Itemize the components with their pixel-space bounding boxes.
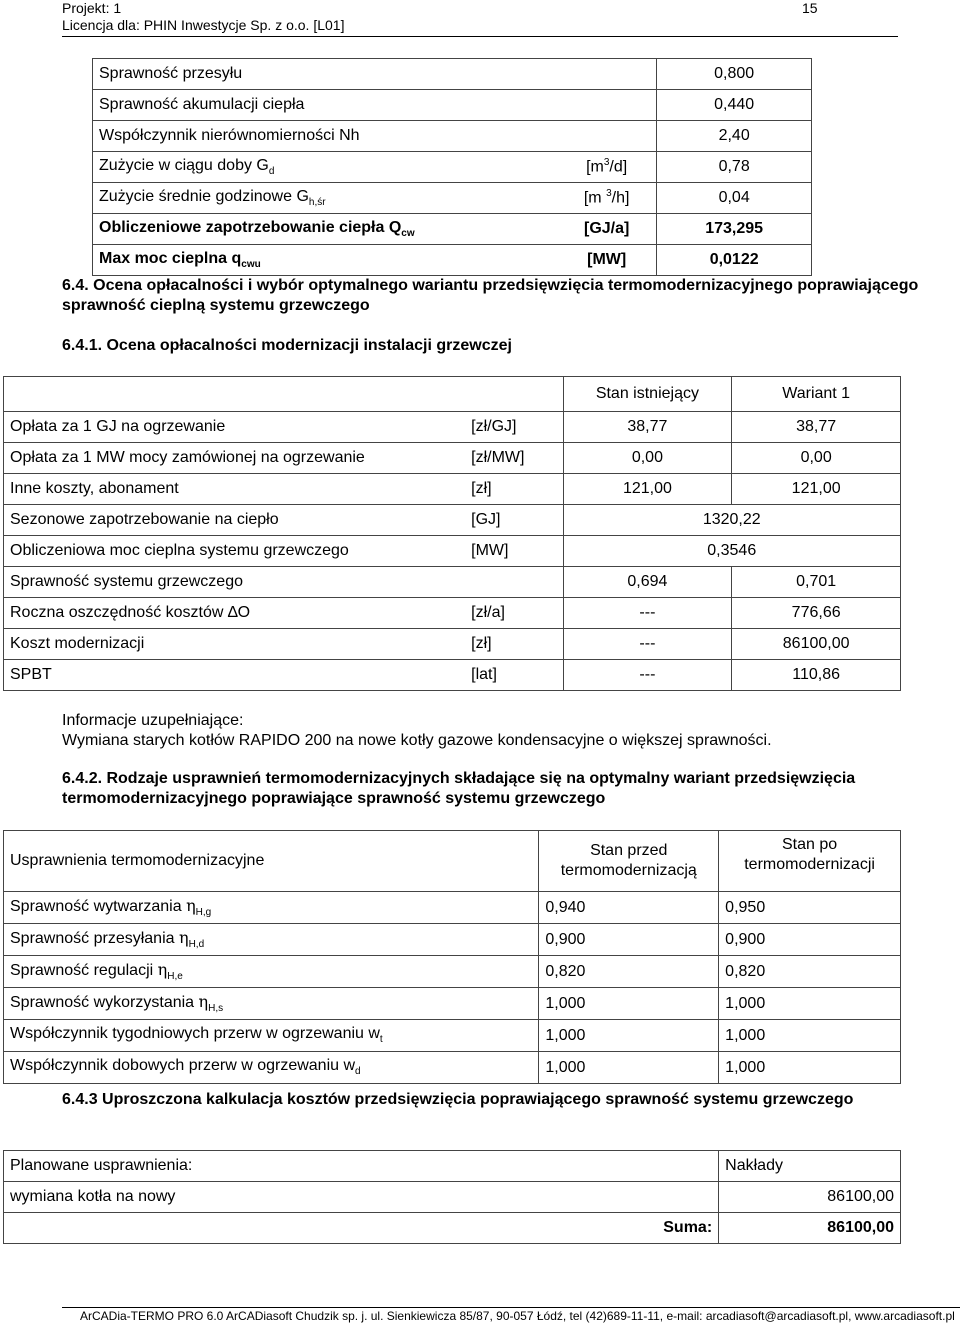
improvement-row [4,956,901,988]
improvement-row [4,988,901,1020]
variant-row-unit: [zł/MW] [465,443,563,474]
footer-rule [62,1307,960,1308]
improvement-after: 0,900 [719,924,901,956]
column-header-variant: Wariant 1 [732,377,901,412]
param-label-text: Zużycie w ciągu doby G [99,156,269,174]
variant-row-label: Obliczeniowa moc cieplna systemu grzewczego [4,536,466,567]
params-row [93,245,812,276]
improvement-before: 0,900 [539,924,719,956]
column-header-before [539,831,719,892]
improvement-label [4,1052,539,1084]
section-6-4-1-heading: 6.4.1. Ocena opłacalności modernizacji instalacji grzewczej [62,337,512,354]
param-label-sub: cw [401,228,415,240]
variant-row-existing: 0,694 [563,567,732,598]
improvements-header-label: Usprawnienia termomodernizacyjne [4,831,539,892]
improvement-row [4,1052,901,1084]
params-row [93,183,812,214]
info-title: Informacje uzupełniające: [62,712,244,729]
variants-table [3,376,901,691]
column-header-existing: Stan istniejący [563,377,732,412]
eta-symbol: η [186,896,196,916]
variant-row-label: Opłata za 1 MW mocy zamówionej na ogrzewanie [4,443,466,474]
improvement-row [4,892,901,924]
variant-row [4,660,901,691]
param-value: 0,800 [657,59,812,90]
improvement-label-sub: H,s [208,1003,224,1015]
param-label-sub: cwu [241,259,261,271]
param-label [93,152,558,183]
improvement-before: 1,000 [539,1052,719,1084]
improvement-before: 1,000 [539,1020,719,1052]
param-value: 0,04 [657,183,812,214]
variant-row-unit: [zł/a] [465,598,563,629]
variant-row-existing: 121,00 [563,474,732,505]
eta-symbol: η [198,992,209,1012]
improvements-table [3,830,901,1084]
param-value: 0,440 [657,90,812,121]
params-row [93,59,812,90]
param-unit-post: /d] [609,158,628,176]
improvement-label-sub: d [355,1066,361,1078]
variant-row-unit: [zł] [465,629,563,660]
param-value: 173,295 [657,214,812,245]
param-unit [557,245,657,276]
param-label-text: Sprawność przesyłu [99,65,243,82]
param-unit-sup: 3 [603,157,610,169]
param-unit [557,152,657,183]
improvement-label-sub: t [379,1034,383,1046]
improvement-label-sub: H,d [188,939,205,951]
param-label [93,90,558,121]
param-value: 0,78 [657,152,812,183]
improvement-label-text: Sprawność przesyłania [10,930,179,948]
improvement-row [4,924,901,956]
improvement-after: 0,950 [719,892,901,924]
params-row [93,214,812,245]
improvement-label [4,1020,539,1052]
variant-row-unit: [zł] [465,474,563,505]
col-before-line1: Stan przed [590,842,668,859]
param-label-text: Max moc cieplna q [99,249,242,267]
cost-header-row [4,1151,901,1182]
improvement-after: 1,000 [719,1020,901,1052]
col-after-line1: Stan po [782,836,838,853]
improvement-label-text: Sprawność wytwarzania [10,898,187,916]
section-6-4-2-heading: 6.4.2. Rodzaje usprawnień termomodernizacyjnych składające się na optymalny wariant przedsięwzięcia termomodernizacyjnego poprawiające sprawność systemu grzewczego [62,770,856,807]
variant-row-label: SPBT [4,660,466,691]
param-unit-text: [m [583,189,607,207]
param-unit-text: [GJ/a] [583,220,630,237]
variant-row-existing: 38,77 [563,412,732,443]
header-rule [62,36,898,37]
variant-row-variant: 776,66 [732,598,901,629]
variant-row [4,598,901,629]
variant-row-existing: --- [563,598,732,629]
variant-row-existing: 0,00 [563,443,732,474]
variant-row-merged: 0,3546 [563,536,900,567]
param-label [93,214,558,245]
eta-symbol: η [157,960,168,980]
improvement-label-text: Współczynnik tygodniowych przerw w ogrzewaniu w [10,1025,380,1043]
param-label-sub: d [268,166,275,178]
param-label-text: Współczynnik nierównomierności Nh [99,127,360,144]
improvement-before: 1,000 [539,988,719,1020]
cost-sum-row [4,1213,901,1244]
param-value: 0,0122 [657,245,812,276]
cost-sum-label: Suma: [4,1213,719,1244]
params-row [93,152,812,183]
cost-item-row [4,1182,901,1213]
eta-symbol: η [178,928,189,948]
improvement-after: 1,000 [719,988,901,1020]
param-unit-text: [m [586,158,604,176]
improvement-row [4,1020,901,1052]
variant-row-variant: 110,86 [732,660,901,691]
improvement-before: 0,820 [539,956,719,988]
cost-item-value: 86100,00 [719,1182,901,1213]
variant-row-label: Sezonowe zapotrzebowanie na ciepło [4,505,466,536]
variant-row-merged: 1320,22 [563,505,900,536]
variant-row-variant: 86100,00 [732,629,901,660]
improvement-after: 0,820 [719,956,901,988]
variant-row-unit: [MW] [465,536,563,567]
variant-row-label: Sprawność systemu grzewczego [4,567,466,598]
param-label [93,245,558,276]
param-label [93,121,558,152]
col-before-line2: termomodernizacją [560,862,697,879]
cost-col-left: Planowane usprawnienia: [4,1151,719,1182]
param-unit-text: [MW] [587,251,627,268]
variant-row [4,567,901,598]
variant-row [4,443,901,474]
improvement-label-text: Sprawność wykorzystania [10,994,199,1012]
variant-row-label: Roczna oszczędność kosztów ∆O [4,598,466,629]
variant-row-variant: 38,77 [732,412,901,443]
variant-row-unit [465,567,563,598]
improvement-label-text: Sprawność regulacji [10,962,158,980]
project-label: Projekt: 1 [62,0,122,16]
improvement-label-sub: H,g [195,907,212,919]
page-number: 15 [802,0,818,16]
params-table [92,58,812,276]
improvements-header-row [4,831,901,892]
variant-row-existing: --- [563,629,732,660]
improvement-after: 1,000 [719,1052,901,1084]
variant-row-variant: 121,00 [732,474,901,505]
improvement-label-sub: H,e [167,971,183,983]
cost-sum-value: 86100,00 [719,1213,901,1244]
variant-row-unit: [zł/GJ] [465,412,563,443]
variant-row [4,474,901,505]
param-label-text: Zużycie średnie godzinowe G [99,187,309,205]
params-row [93,121,812,152]
variant-row-label: Koszt modernizacji [4,629,466,660]
section-6-4-heading: 6.4. Ocena opłacalności i wybór optymalnego wariantu przedsięwzięcia termomodernizacyjnego poprawiającego sprawność cieplną systemu grzewczego [62,277,919,314]
params-row [93,90,812,121]
improvement-label [4,988,539,1020]
section-6-4-3-heading: 6.4.3 Uproszczona kalkulacja kosztów przedsięwzięcia poprawiającego sprawność systemu grzewczego [62,1091,854,1108]
param-label [93,183,558,214]
variant-row-variant: 0,701 [732,567,901,598]
variant-row [4,629,901,660]
variant-row [4,505,901,536]
param-unit-sup: 3 [606,188,612,200]
param-unit [557,59,657,90]
param-label-sub: h,śr [308,197,326,209]
variant-row-label: Inne koszty, abonament [4,474,466,505]
cost-item-label: wymiana kotła na nowy [4,1182,719,1213]
column-header-after [719,831,901,892]
improvement-label [4,956,539,988]
footer-text: ArCADia-TERMO PRO 6.0 ArCADiasoft Chudzik sp. j. ul. Sienkiewicza 85/87, 90-057 Łódź, tel (42)689-11-11, e-mail: arcadiasoft@arcadiasoft.pl, www.arcadiasoft.pl [80,1309,955,1323]
variants-header-row [4,377,901,412]
variant-row-label: Opłata za 1 GJ na ogrzewanie [4,412,466,443]
improvement-before: 0,940 [539,892,719,924]
param-label [93,59,558,90]
variant-row-unit: [GJ] [465,505,563,536]
improvement-label-text: Współczynnik dobowych przerw w ogrzewaniu w [10,1057,356,1075]
license-label: Licencja dla: PHIN Inwestycje Sp. z o.o. [L01] [62,17,345,33]
cost-table [3,1150,901,1244]
info-text: Wymiana starych kotłów RAPIDO 200 na nowe kotły gazowe kondensacyjne o większej sprawności. [62,732,772,749]
param-unit [557,183,657,214]
param-unit [557,90,657,121]
variant-row-variant: 0,00 [732,443,901,474]
param-label-text: Obliczeniowe zapotrzebowanie ciepła Q [99,218,402,236]
cost-col-right: Nakłady [719,1151,901,1182]
param-label-text: Sprawność akumulacji ciepła [99,96,305,113]
variant-row [4,536,901,567]
improvement-label [4,892,539,924]
variant-row-unit: [lat] [465,660,563,691]
param-value: 2,40 [657,121,812,152]
improvement-label [4,924,539,956]
variant-row [4,412,901,443]
variant-row-existing: --- [563,660,732,691]
col-after-line2: termomodernizacji [744,856,875,873]
param-unit [557,214,657,245]
param-unit-post: /h] [611,189,630,207]
param-unit [557,121,657,152]
